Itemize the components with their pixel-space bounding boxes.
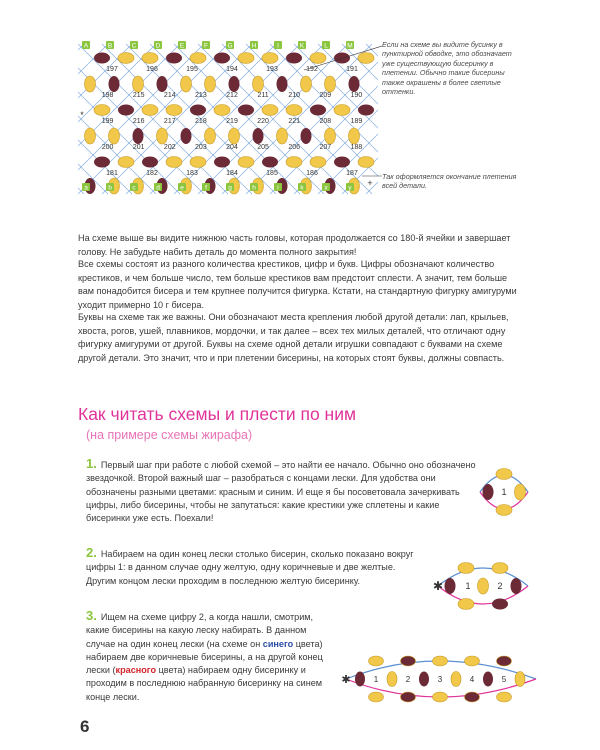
cell-number: 219 [226, 118, 238, 125]
bead [238, 53, 254, 64]
bead [118, 157, 134, 168]
cell-number: 3 [437, 675, 443, 684]
letter-marker: G [227, 42, 233, 50]
bead [262, 105, 278, 116]
step-3-text-a: Ищем на схеме цифру 2, а когда нашли, смотрим, какие бисерины на какую леску набирать. В данном случае на один конец лески (на схеме он [86, 612, 314, 649]
cell-number: 181 [106, 170, 118, 177]
bead [483, 672, 493, 687]
step-2-number: 2. [86, 545, 97, 560]
cell-number: 182 [146, 170, 158, 177]
blue-word: синего [262, 638, 294, 649]
bead [229, 128, 240, 144]
cell-number: 193 [266, 66, 278, 73]
bead [433, 656, 448, 666]
cell-number: 202 [163, 144, 176, 151]
bead [142, 53, 158, 64]
step-2-text: Набираем на один конец лески столько бисерин, сколько показано вокруг цифры 1: в данном случае одну желтую, одну коричневые и две желтые. Другим концом лески проходим в последнюю желтую бисеринку. [86, 549, 414, 586]
cell-number: 197 [106, 66, 118, 73]
cell-number: 186 [306, 170, 318, 177]
bead [133, 128, 144, 144]
bead [181, 76, 192, 92]
cell-number: 201 [132, 144, 145, 151]
bead [238, 157, 254, 168]
cell-number: 4 [469, 675, 475, 684]
bead [214, 53, 230, 64]
cell-number: 2 [405, 675, 411, 684]
cell-number: 189 [350, 118, 363, 125]
letter-marker: i [277, 184, 279, 192]
bead [118, 105, 134, 116]
bead [166, 157, 182, 168]
bead [277, 76, 288, 92]
letter-marker: C [131, 42, 137, 50]
letter-marker: b [108, 184, 112, 192]
bead [465, 656, 480, 666]
bead [166, 53, 182, 64]
bead [94, 53, 110, 64]
bead [401, 656, 416, 666]
bead [205, 128, 216, 144]
bead [85, 128, 96, 144]
cell-number: 213 [195, 92, 207, 99]
bead [118, 53, 134, 64]
step-1 [86, 457, 476, 525]
bead [419, 672, 429, 687]
cell-number: 209 [319, 92, 332, 99]
section-subtitle: (на примере схемы жирафа) [86, 428, 253, 442]
bead [369, 656, 384, 666]
letter-marker: e [180, 184, 184, 192]
bead [109, 128, 120, 144]
d2-label-1: 1 [465, 581, 471, 591]
cell-number: 192 [306, 66, 318, 73]
letter-marker: L [324, 42, 328, 50]
bead [369, 692, 384, 702]
bead [94, 105, 110, 116]
cell-number: 207 [319, 144, 332, 151]
start-symbol: * [80, 110, 84, 120]
letter-marker: E [179, 42, 185, 50]
bead [181, 128, 192, 144]
red-word: красного [115, 665, 157, 676]
cell-number: 217 [163, 118, 176, 125]
letter-marker: K [299, 42, 305, 50]
callout-lines [300, 40, 390, 190]
cell-number: 191 [346, 66, 358, 73]
cell-number: 195 [186, 66, 198, 73]
bead [133, 76, 144, 92]
step-1-number: 1. [86, 456, 97, 471]
paragraph-letters: Буквы на схеме так же важны. Они обозначают места крепления любой другой детали: лап, крыльев, хвоста, рогов, ушей, плавников, мордочки, и так далее – всех тех милых деталей, что отличают одну фигурку амигуруми от другой. Буквы на схеме одной детали игрушки совпадают с буквами на схеме другой детали. Это значит, что и при плетении бисерины, на которых стоят буквы, должны совпасть. [78, 312, 509, 363]
letter-marker: c [132, 184, 136, 192]
bead-left [483, 484, 494, 500]
bead [205, 76, 216, 92]
cell-number: 184 [226, 170, 238, 177]
cell-number: 190 [350, 92, 363, 99]
letter-marker: k [300, 184, 304, 192]
bead [433, 692, 448, 702]
bead [142, 105, 158, 116]
letter-marker: F [204, 42, 208, 50]
step-3-diagram [338, 651, 543, 707]
bead [157, 128, 168, 144]
cell-number: 194 [226, 66, 238, 73]
cell-number: 218 [195, 118, 207, 125]
bead [190, 105, 206, 116]
bead [190, 53, 206, 64]
cell-number: 215 [132, 92, 145, 99]
paragraph-head: На схеме выше вы видите нижнюю часть головы, которая продолжается со 180-й ячейки и завершает голову. Не забудьте набить деталь до момента полного закрытия! [78, 233, 511, 257]
bead [229, 76, 240, 92]
bead [451, 672, 461, 687]
cell-number: 183 [186, 170, 198, 177]
cell-number: 5 [501, 675, 507, 684]
bead [262, 157, 278, 168]
letter-marker: f [205, 184, 207, 192]
cell-number: 1 [373, 675, 379, 684]
bead [497, 692, 512, 702]
bead [166, 105, 182, 116]
d1-label-1: 1 [501, 487, 507, 497]
cell-number: 203 [195, 144, 207, 151]
bead [355, 672, 365, 687]
letter-marker: H [251, 42, 257, 50]
bead-bottom [496, 505, 512, 516]
dotted-bead-note: Если на схеме вы видите бусинку в пунктирной обводке, это обозначает уже существующую бисеринку в плетении. Обычно такие бисерины также окрашены в более светлые оттенки. [382, 40, 512, 97]
step-3-number: 3. [86, 608, 97, 623]
bead [190, 157, 206, 168]
step-1-text: Первый шаг при работе с любой схемой – это найти ее начало. Обычно оно обозначено звездочкой. Второй важный шаг – разобраться с концами лески. Для удобства они обозначены разными цветами: красным и синим. И еще я бы посоветовала зачеркивать цифры, либо бисерины, чтобы не запутаться: какие крестики уже сплетены и какие бисеринки уже есть. Поехали! [86, 460, 476, 524]
letter-marker: B [107, 42, 113, 50]
letter-marker: y [348, 184, 352, 192]
letter-marker: a [84, 184, 88, 192]
d2-label-2: 2 [497, 581, 503, 591]
letter-marker: h [252, 184, 256, 192]
cell-number: 221 [288, 118, 301, 125]
start-star-icon: ✱ [341, 674, 351, 686]
bead [262, 53, 278, 64]
cell-number: 211 [257, 92, 269, 99]
bead [515, 672, 525, 687]
cell-number: 208 [319, 118, 332, 125]
bead [214, 157, 230, 168]
bead [214, 105, 230, 116]
bead [94, 157, 110, 168]
bead [497, 656, 512, 666]
bead [277, 128, 288, 144]
cell-number: 220 [257, 118, 269, 125]
ending-note: Так оформляется окончание плетения всей детали. [382, 172, 517, 191]
cell-number: 187 [346, 170, 358, 177]
cell-number: 204 [226, 144, 238, 151]
end-symbol: + [367, 178, 373, 188]
cell-number: 216 [132, 118, 145, 125]
step-3 [86, 609, 336, 704]
cell-number: 214 [163, 92, 176, 99]
bead [157, 76, 168, 92]
paragraph-schemes: Все схемы состоят из разного количества крестиков, цифр и букв. Цифры обозначают количество крестиков, и чем больше число, тем больше крестиков вам предстоит сплести. А значит, тем больше вам понадобится бисера и тем крупнее получится фигурка. Кстати, на стандартную фигурку амигуруми уходит примерно 10 г бисера. [78, 259, 517, 310]
cell-number: 205 [257, 144, 269, 151]
cell-number: 198 [101, 92, 114, 99]
cell-number: 206 [288, 144, 301, 151]
bead-right [515, 484, 526, 500]
bead [238, 105, 254, 116]
cell-number: 199 [101, 118, 114, 125]
cell-number: 196 [146, 66, 158, 73]
step-1-diagram [474, 462, 534, 522]
cell-number: 188 [350, 144, 363, 151]
bead [401, 692, 416, 702]
bead [109, 76, 120, 92]
bead [253, 128, 264, 144]
cell-number: 185 [266, 170, 278, 177]
letter-marker: d [156, 184, 160, 192]
step-2-diagram [428, 556, 538, 616]
bead [387, 672, 397, 687]
cell-number: 210 [288, 92, 301, 99]
letter-marker: I [277, 42, 279, 50]
letter-marker: x [324, 184, 328, 192]
bead [465, 692, 480, 702]
section-title: Как читать схемы и плести по ним [78, 404, 357, 424]
bead [253, 76, 264, 92]
letter-marker: g [228, 184, 232, 192]
bead-top [496, 469, 512, 480]
step-2 [86, 546, 416, 588]
letter-marker: A [83, 42, 89, 50]
bead [85, 76, 96, 92]
page-number: 6 [80, 717, 90, 736]
cell-number: 200 [101, 144, 114, 151]
step-3-text-c: цвета) набираем одну бисеринку и проходим в последнюю набранную бисеринку на синем конце лески. [86, 665, 323, 702]
letter-marker: M [347, 42, 353, 50]
bead [142, 157, 158, 168]
step-3-text-b: цвета) набираем две коричневые бисерины, а на другой конец лески ( [86, 638, 323, 676]
cell-number: 212 [226, 92, 238, 99]
letter-marker: D [155, 42, 161, 50]
start-star-icon: ✱ [432, 579, 444, 593]
